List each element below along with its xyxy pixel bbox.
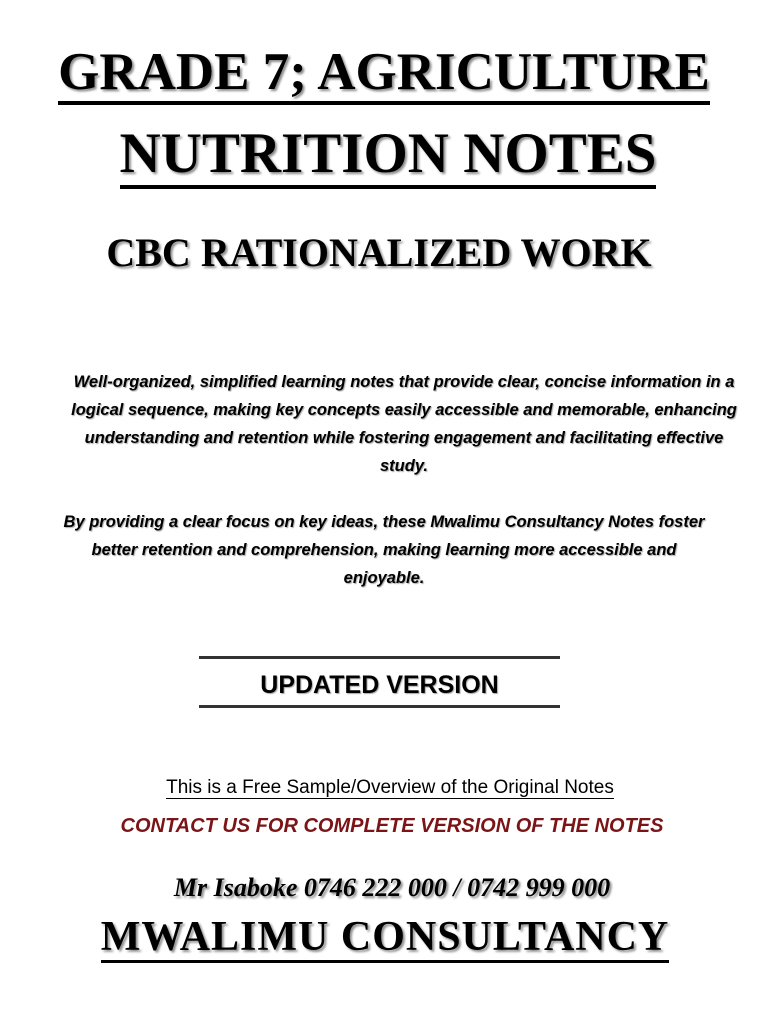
banner-top-rule	[199, 656, 560, 659]
sample-notice-text: This is a Free Sample/Overview of the Original Notes	[166, 777, 614, 798]
topic-title	[0, 120, 768, 188]
updated-version-label: UPDATED VERSION	[260, 671, 499, 699]
banner-bottom-rule	[199, 705, 560, 708]
description-paragraph-1: Well-organized, simplified learning notes that provide clear, concise information in a logical sequence, making key concepts easily accessible and memorable, enhancing understanding and retention while fostering engagement and facilitating effective study.	[71, 373, 737, 475]
brand-name-text: MWALIMU CONSULTANCY	[101, 914, 670, 963]
grade-title	[0, 40, 768, 104]
grade-title-text: GRADE 7; AGRICULTURE	[58, 43, 710, 105]
brand-name	[0, 910, 768, 964]
topic-title-text: NUTRITION NOTES	[120, 122, 657, 189]
subtitle: CBC RATIONALIZED WORK	[106, 230, 652, 275]
description-paragraph-2: By providing a clear focus on key ideas, these Mwalimu Consultancy Notes foster better retention and comprehension, making learning more accessible and enjoyable.	[63, 513, 705, 587]
sample-notice	[0, 775, 768, 801]
contact-notice: CONTACT US FOR COMPLETE VERSION OF THE NOTES	[120, 815, 664, 837]
contact-phone: Mr Isaboke 0746 222 000 / 0742 999 000	[173, 873, 611, 902]
